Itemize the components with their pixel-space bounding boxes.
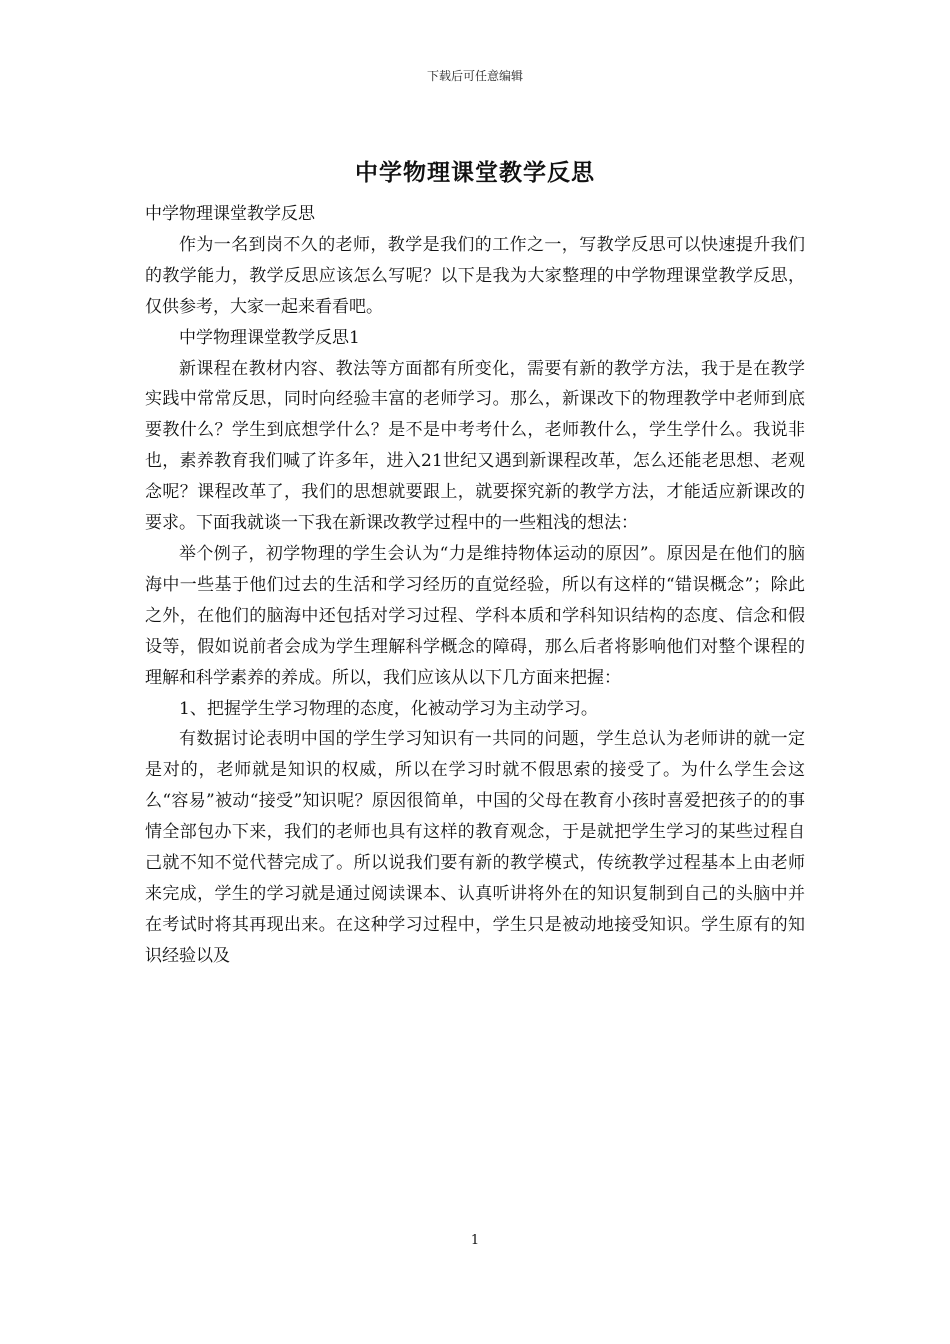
- body-paragraph: 有数据讨论表明中国的学生学习知识有一共同的问题，学生总认为老师讲的就一定是对的，老师就是知识的权威，所以在学习时就不假思索的接受了。为什么学生会这么“容易”被动“接受”知识呢？原因很简单，中国的父母在教育小孩时喜爱把孩子的的事情全部包办下来，我们的老师也具有这样的教育观念，于是就把学生学习的某些过程自己就不知不觉代替完成了。所以说我们要有新的教学模式，传统教学过程基本上由老师来完成，学生的学习就是通过阅读课本、认真听讲将外在的知识复制到自己的头脑中并在考试时将其再现出来。在这种学习过程中，学生只是被动地接受知识。学生原有的知识经验以及: [145, 729, 805, 966]
- page-number: 1: [470, 1233, 480, 1248]
- numbered-point: 1、把握学生学习物理的态度，化被动学习为主动学习。: [179, 698, 598, 719]
- body-paragraph: 新课程在教材内容、教法等方面都有所变化，需要有新的教学方法，我于是在教学实践中常常反思，同时向经验丰富的老师学习。那么，新课改下的物理教学中老师到底要教什么？学生到底想学什么？是不是中考考什么，老师教什么，学生学什么。我说非也，素养教育我们喊了许多年，进入21世纪又遇到新课程改革，怎么还能老思想、老观念呢？课程改革了，我们的思想就要跟上，就要探究新的教学方法，才能适应新课改的要求。下面我就谈一下我在新课改教学过程中的一些粗浅的想法：: [145, 358, 805, 534]
- document-title: 中学物理课堂教学反思: [355, 159, 595, 186]
- document-subtitle: 中学物理课堂教学反思: [145, 204, 315, 224]
- header-note: 下载后可任意编辑: [426, 69, 523, 83]
- intro-paragraph: 作为一名到岗不久的老师，教学是我们的工作之一，写教学反思可以快速提升我们的教学能力，教学反思应该怎么写呢？以下是我为大家整理的中学物理课堂教学反思，仅供参考，大家一起来看看吧。: [145, 234, 805, 317]
- document-body: [145, 199, 805, 972]
- body-paragraph: 举个例子，初学物理的学生会认为“力是维持物体运动的原因”。原因是在他们的脑海中一些基于他们过去的生活和学习经历的直觉经验，所以有这样的“错误概念”；除此之外，在他们的脑海中还包括对学习过程、学科本质和学科知识结构的态度、信念和假设等，假如说前者会成为学生理解科学概念的障碍，那么后者将影响他们对整个课程的理解和科学素养的养成。所以，我们应该从以下几方面来把握：: [145, 543, 805, 688]
- section-heading: 中学物理课堂教学反思1: [179, 327, 360, 348]
